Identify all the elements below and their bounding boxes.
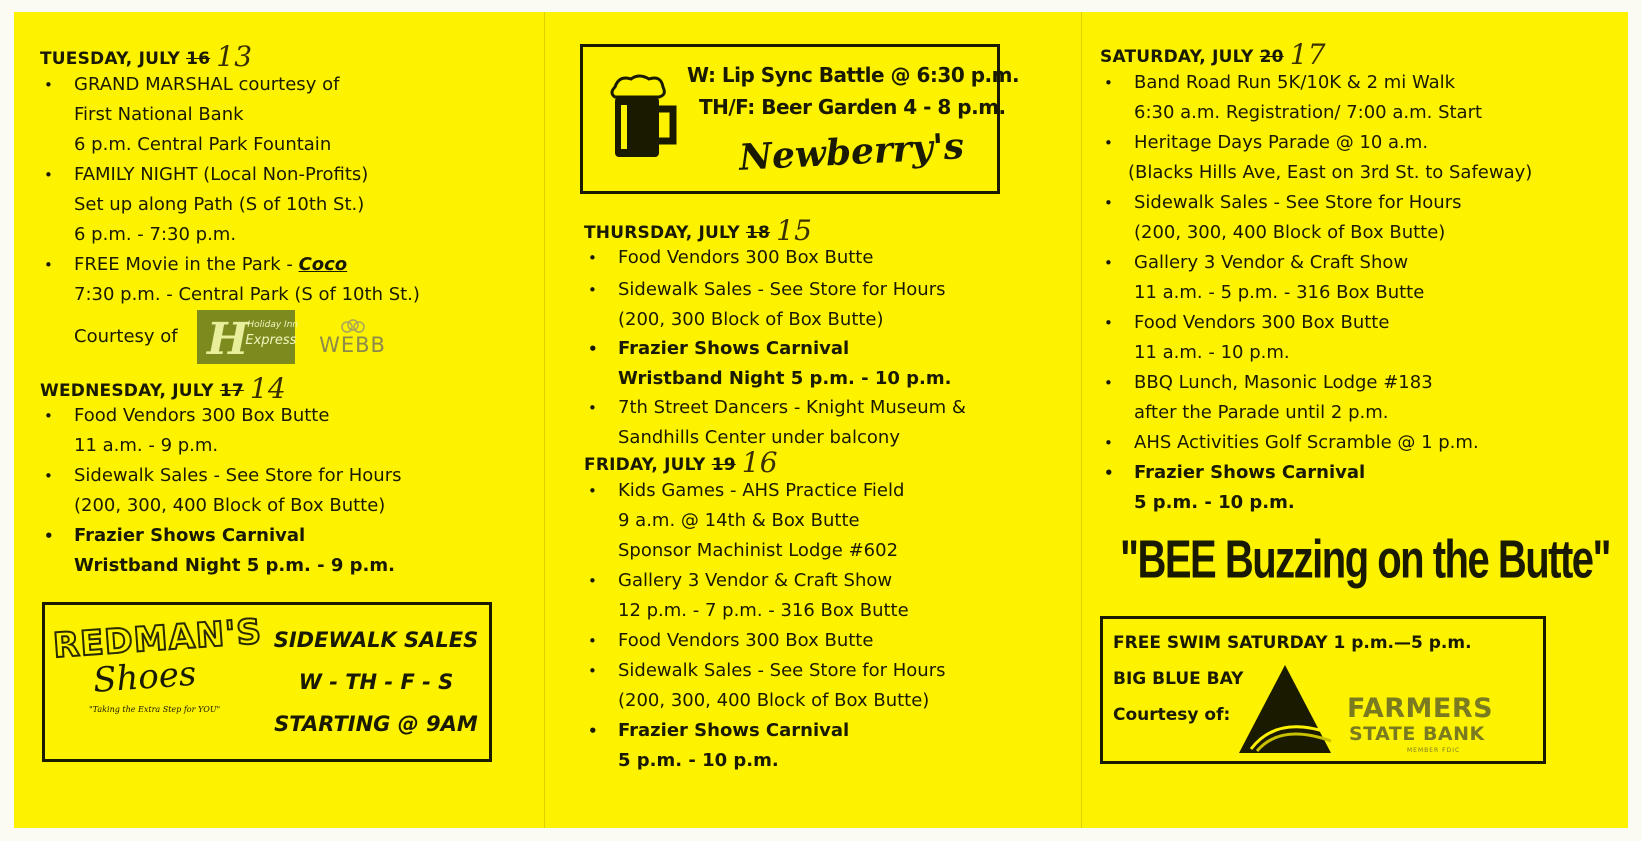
saturday-old-date: 20: [1259, 47, 1284, 67]
redmans-line: STARTING @ 9AM: [274, 712, 478, 736]
item-line: • Food Vendors 300 Box Butte: [1134, 312, 1390, 333]
item-line: 6 p.m. - 7:30 p.m.: [74, 224, 237, 245]
webb-emblem-icon: [338, 318, 368, 334]
list-item: [584, 656, 945, 716]
saturday-heading-text: SATURDAY, JULY: [1100, 47, 1254, 67]
holiday-inn-express-logo: [197, 310, 299, 364]
list-item: [40, 521, 395, 581]
list-item: [1100, 128, 1532, 188]
item-line: • Sidewalk Sales - See Store for Hours: [618, 279, 946, 300]
list-item: [584, 243, 873, 273]
wednesday-heading-text: WEDNESDAY, JULY: [40, 381, 214, 401]
saturday-new-date: 17: [1289, 38, 1326, 71]
list-item: [584, 476, 904, 566]
courtesy-row: [74, 310, 420, 364]
friday-heading-text: FRIDAY, JULY: [584, 455, 706, 475]
list-item: [40, 401, 329, 461]
list-item: [1100, 368, 1433, 428]
item-line: • Food Vendors 300 Box Butte: [618, 247, 874, 268]
item-line: • Frazier Shows Carnival: [618, 338, 850, 359]
item-line: 11 a.m. - 10 p.m.: [1134, 342, 1290, 363]
item-line: 5 p.m. - 10 p.m.: [1134, 492, 1295, 513]
wednesday-new-date: 14: [249, 372, 286, 405]
thursday-new-date: 15: [776, 214, 813, 247]
list-item: [584, 566, 909, 626]
newberrys-line-2: TH/F: Beer Garden 4 - 8 p.m.: [699, 95, 1006, 119]
item-line: • Sidewalk Sales - See Store for Hours: [618, 660, 946, 681]
list-item: [584, 334, 951, 394]
saturday-heading: [1100, 38, 1326, 71]
list-item: [584, 626, 873, 656]
list-item: [1100, 458, 1365, 518]
item-line: 7:30 p.m. - Central Park (S of 10th St.): [74, 284, 420, 305]
list-item: [40, 70, 339, 160]
newberrys-line-1: W: Lip Sync Battle @ 6:30 p.m.: [687, 63, 1020, 87]
newberrys-ad: [580, 44, 1020, 194]
item-line: 6 p.m. Central Park Fountain: [74, 134, 332, 155]
redmans-logo-text: REDMAN'S: [51, 611, 264, 667]
item-line: after the Parade until 2 p.m.: [1134, 402, 1389, 423]
movie-title: Coco: [298, 254, 348, 275]
item-line: • Frazier Shows Carnival: [1134, 462, 1366, 483]
list-item: [584, 275, 945, 335]
farmers-bank-triangle-icon: [1237, 663, 1333, 755]
item-line: (Blacks Hills Ave, East on 3rd St. to Safeway): [1128, 162, 1533, 183]
item-line: (200, 300, 400 Block of Box Butte): [74, 495, 386, 516]
item-line: First National Bank: [74, 104, 244, 125]
holiday-inn-text: Holiday Inn: [247, 320, 299, 330]
redmans-line: W - TH - F - S: [298, 670, 454, 694]
list-item: [40, 250, 420, 364]
free-swim-line: FREE SWIM SATURDAY 1 p.m.—5 p.m.: [1113, 633, 1472, 653]
list-item: [40, 160, 368, 250]
item-line: (200, 300, 400 Block of Box Butte): [1134, 222, 1446, 243]
item-line: 12 p.m. - 7 p.m. - 316 Box Butte: [618, 600, 909, 621]
item-line: Wristband Night 5 p.m. - 9 p.m.: [74, 555, 395, 576]
list-item: [1100, 308, 1389, 368]
redmans-shoes-ad: [42, 602, 492, 762]
newberrys-brand: Newberry's: [738, 125, 965, 179]
list-item: [584, 393, 966, 453]
slogan: "BEE Buzzing on the Butte": [1120, 530, 1611, 590]
item-line: • Food Vendors 300 Box Butte: [74, 405, 330, 426]
item-line: Sandhills Center under balcony: [618, 427, 900, 448]
thursday-heading-text: THURSDAY, JULY: [584, 223, 740, 243]
friday-old-date: 19: [711, 455, 736, 475]
list-item: [1100, 248, 1424, 308]
event-flyer: [14, 12, 1628, 828]
wednesday-old-date: 17: [219, 381, 244, 401]
tuesday-new-date: 13: [216, 40, 253, 73]
item-line: (200, 300 Block of Box Butte): [618, 309, 884, 330]
item-line: • Heritage Days Parade @ 10 a.m.: [1134, 132, 1429, 153]
svg-text:H: H: [207, 314, 249, 364]
courtesy-line: Courtesy of:: [1113, 705, 1231, 725]
item-line: • FAMILY NIGHT (Local Non-Profits): [74, 164, 369, 185]
item-line: (200, 300, 400 Block of Box Butte): [618, 690, 930, 711]
friday-heading: [584, 446, 778, 479]
item-line: • Food Vendors 300 Box Butte: [618, 630, 874, 651]
express-text: Express: [245, 333, 297, 348]
item-line: • BBQ Lunch, Masonic Lodge #183: [1134, 372, 1433, 393]
item-line: • Sidewalk Sales - See Store for Hours: [1134, 192, 1462, 213]
tuesday-heading-text: TUESDAY, JULY: [40, 49, 180, 69]
item-line: Set up along Path (S of 10th St.): [74, 194, 365, 215]
item-line: Wristband Night 5 p.m. - 10 p.m.: [618, 368, 952, 389]
item-line: [74, 250, 420, 280]
item-line: • Gallery 3 Vendor & Craft Show: [1134, 252, 1409, 273]
thursday-old-date: 18: [746, 223, 771, 243]
item-line: • AHS Activities Golf Scramble @ 1 p.m.: [1134, 432, 1479, 453]
courtesy-label: Courtesy of: [74, 326, 178, 347]
item-line: 11 a.m. - 5 p.m. - 316 Box Butte: [1134, 282, 1425, 303]
member-fdic-text: MEMBER FDIC: [1407, 747, 1461, 754]
item-line: 11 a.m. - 9 p.m.: [74, 435, 219, 456]
item-line: • Kids Games - AHS Practice Field: [618, 480, 905, 501]
item-line: • 7th Street Dancers - Knight Museum &: [618, 397, 966, 418]
list-item: [40, 461, 401, 521]
item-line: Sponsor Machinist Lodge #602: [618, 540, 899, 561]
redmans-logo: [51, 611, 264, 714]
list-item: [1100, 188, 1461, 248]
item-line: • Frazier Shows Carnival: [74, 525, 306, 546]
redmans-shoes-script: Shoes: [91, 653, 198, 701]
free-swim-box: [1100, 616, 1546, 764]
item-line: • Gallery 3 Vendor & Craft Show: [618, 570, 893, 591]
list-item: [1100, 428, 1479, 458]
fold-line-left: [544, 12, 545, 828]
beer-mug-icon: [607, 73, 679, 163]
item-line: • Frazier Shows Carnival: [618, 720, 850, 741]
list-item: [1100, 68, 1482, 128]
friday-new-date: 16: [741, 446, 778, 479]
webb-logo: [319, 318, 386, 356]
redmans-line: SIDEWALK SALES: [273, 628, 479, 652]
tuesday-old-date: 16: [186, 49, 211, 69]
farmers-text: FARMERS: [1347, 693, 1494, 724]
state-bank-text: STATE BANK: [1349, 723, 1485, 745]
item-line: • Sidewalk Sales - See Store for Hours: [74, 465, 402, 486]
list-item: [584, 716, 849, 776]
item-line: 5 p.m. - 10 p.m.: [618, 750, 779, 771]
item-line: 9 a.m. @ 14th & Box Butte: [618, 510, 860, 531]
item-line: • GRAND MARSHAL courtesy of: [74, 74, 340, 95]
webb-text: WEBB: [319, 333, 386, 357]
big-blue-bay-line: BIG BLUE BAY: [1113, 669, 1244, 689]
movie-prefix: FREE Movie in the Park -: [74, 254, 299, 275]
redmans-sidewalk-text: [271, 619, 481, 745]
item-line: • Band Road Run 5K/10K & 2 mi Walk: [1134, 72, 1456, 93]
fold-line-right: [1081, 12, 1082, 828]
redmans-tagline: "Taking the Extra Step for YOU": [89, 705, 221, 714]
tuesday-heading: [40, 40, 252, 73]
item-line: 6:30 a.m. Registration/ 7:00 a.m. Start: [1134, 102, 1483, 123]
